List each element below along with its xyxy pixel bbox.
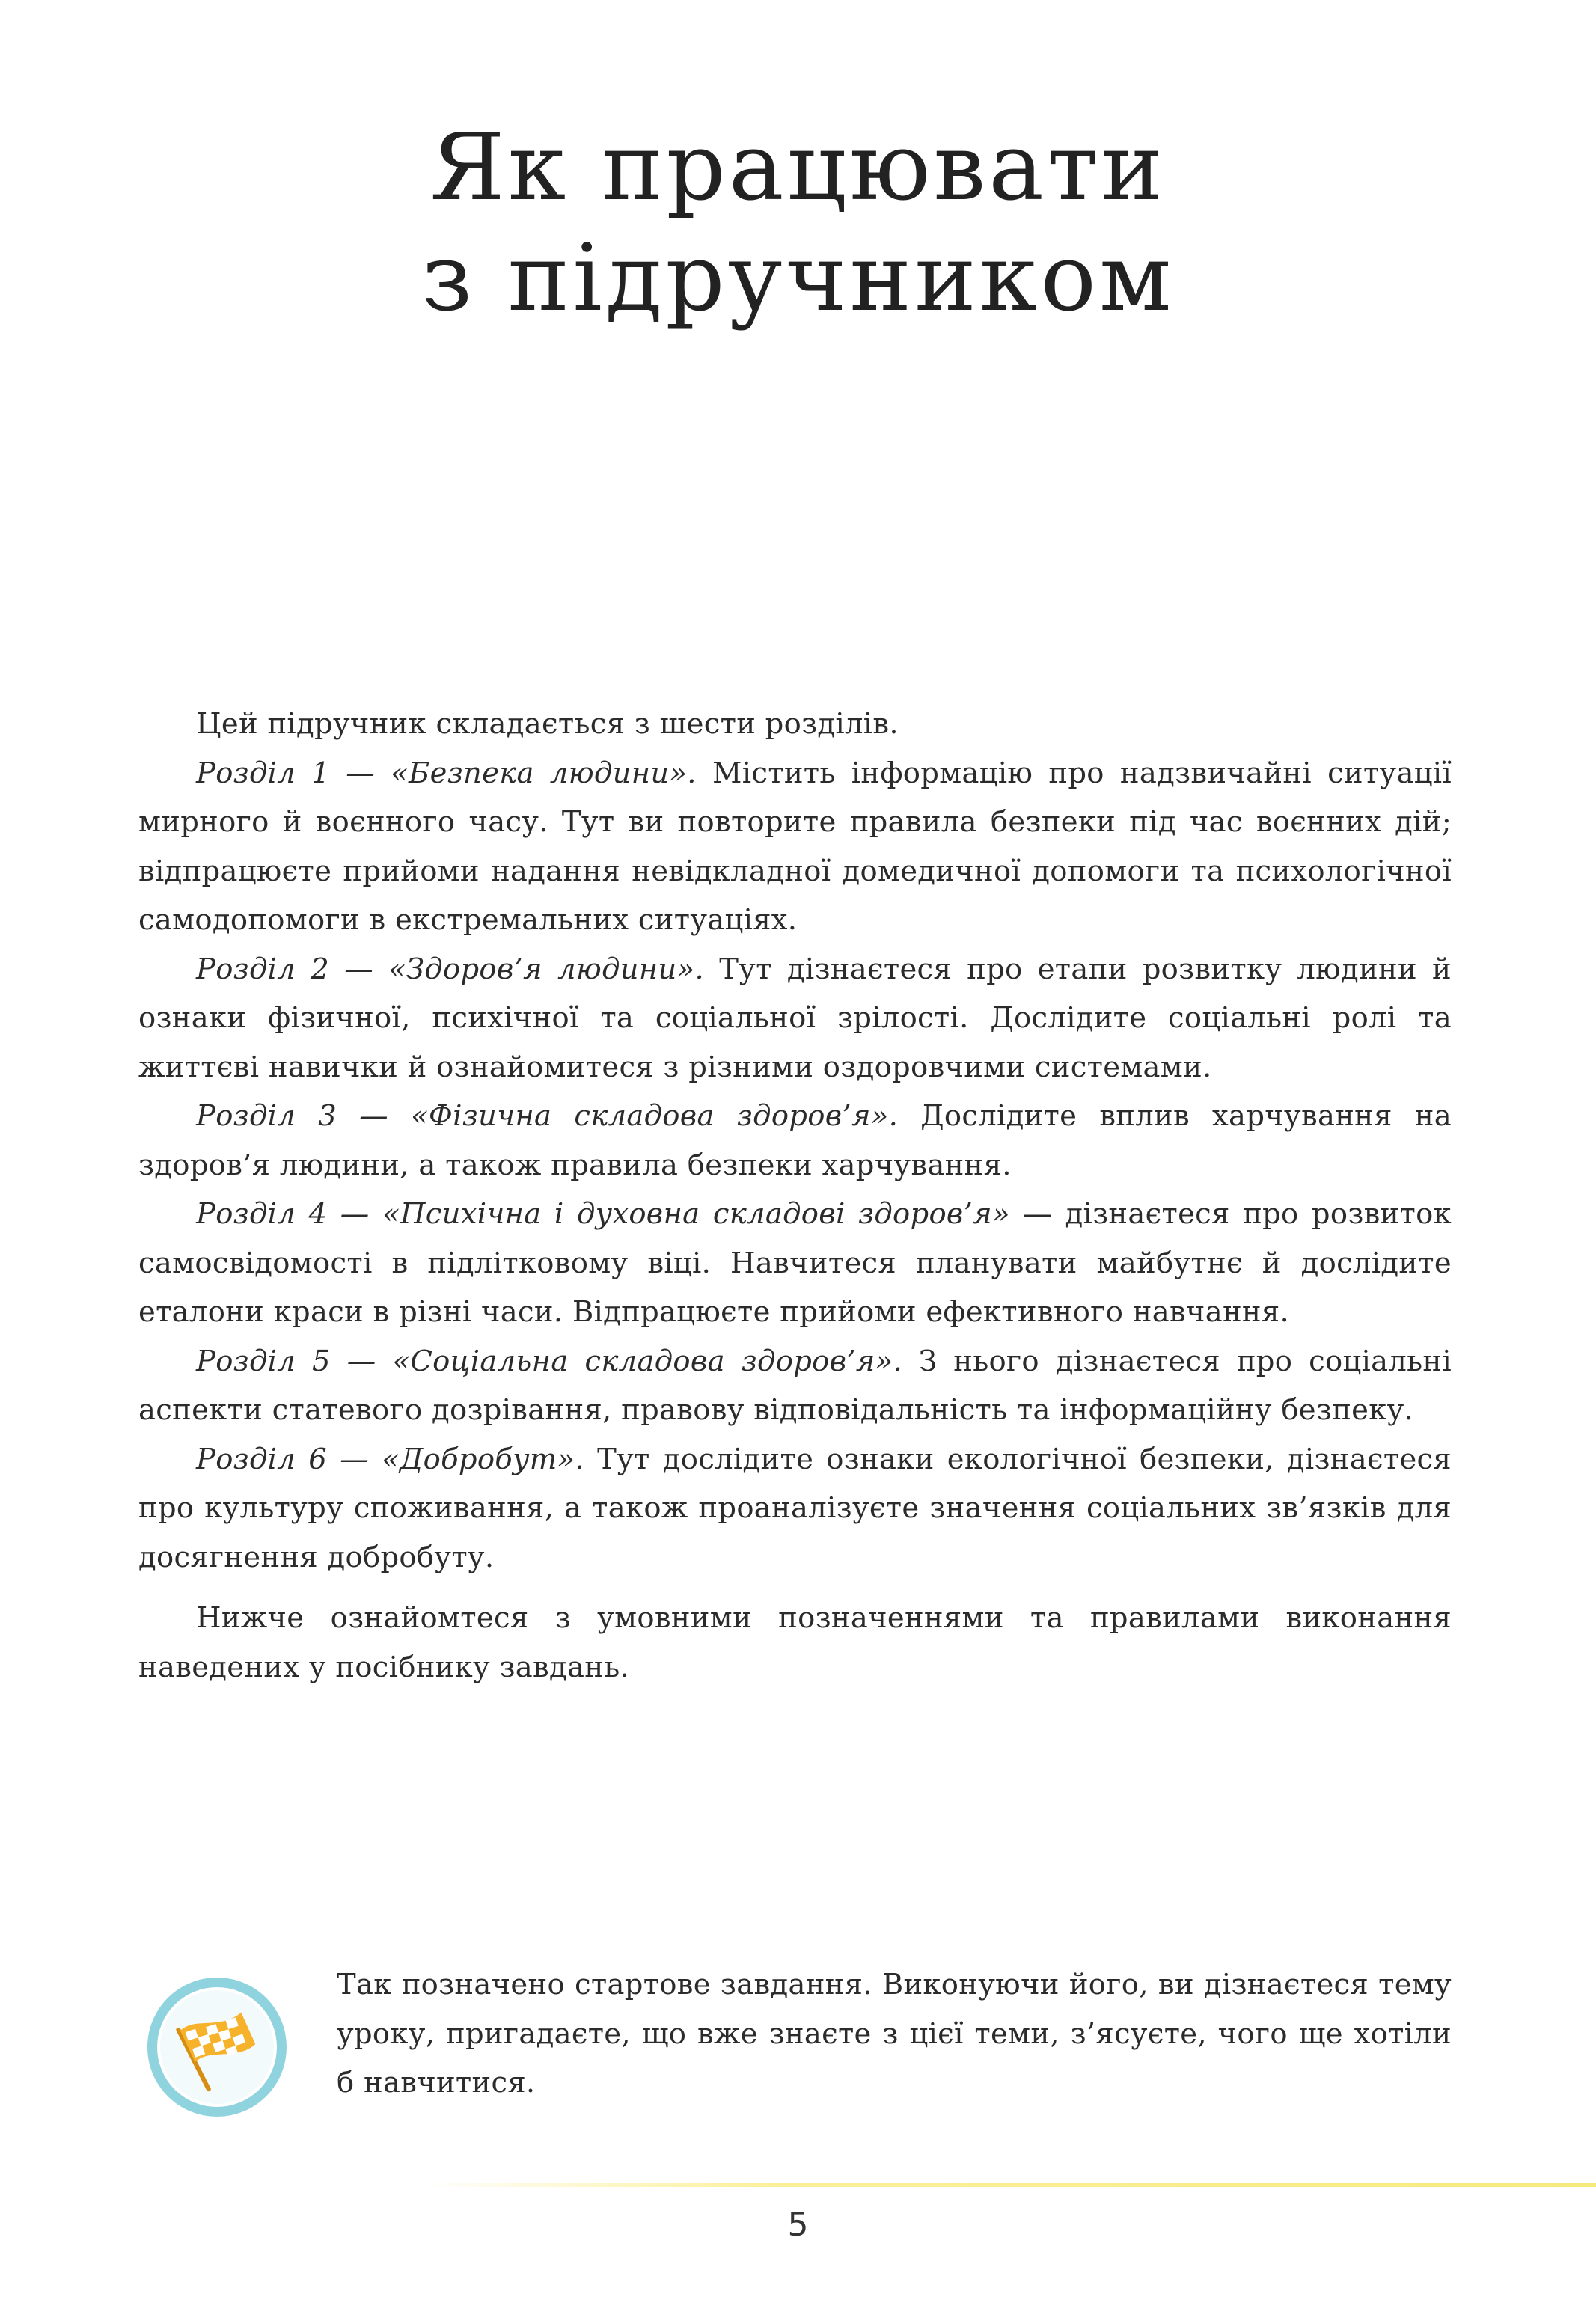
section-6-paragraph	[138, 1435, 1452, 1582]
section-4-label: Розділ 4 — «Психічна і духовна складові здоров’я»	[196, 1197, 1010, 1231]
section-4-paragraph	[138, 1190, 1452, 1337]
body-text	[138, 700, 1452, 1692]
section-2-paragraph	[138, 945, 1452, 1092]
section-2-label: Розділ 2 — «Здоров’я людини».	[196, 952, 705, 986]
outro-paragraph: Нижче ознайомтеся з умовними позначеннями та правилами виконання наведених у посібнику завдань.	[138, 1601, 1452, 1684]
footer-accent-line	[419, 2183, 1596, 2187]
legend-description: Так позначено стартове завдання. Виконуючи його, ви дізнаєтеся тему уроку, пригадаєте, що вже знаєте з цієї теми, з’ясуєте, чого ще хотіли б навчитися.	[337, 1968, 1452, 2099]
page-number: 5	[787, 2206, 809, 2244]
page-title-line-2: з підручником	[421, 224, 1175, 332]
checkered-flag-icon	[142, 1972, 292, 2122]
page-title-line-1: Як працювати	[429, 114, 1167, 221]
section-5-paragraph	[138, 1337, 1452, 1435]
section-1-paragraph	[138, 749, 1452, 945]
page-title	[0, 112, 1596, 334]
section-1-text: Містить інформацію про надзвичайні ситуації мирного й воєнного часу. Тут ви повторите правила безпеки під час воєнних дій; відпрацюєте прийоми надання невідкладної домедичної допомоги та психологічної самодопомоги в екстремальних ситуаціях.	[138, 756, 1452, 937]
section-2-text: Тут дізнаєтеся про етапи розвитку людини й ознаки фізичної, психічної та соціальної зрілості. Дослідите соціальні ролі та життєві навички й ознайомитеся з різними оздоровчими системами.	[138, 952, 1452, 1084]
intro-paragraph: Цей підручник складається з шести розділів.	[196, 707, 899, 741]
section-6-text: Тут дослідите ознаки екологічної безпеки, дізнаєтеся про культуру споживання, а також проаналізуєте значення соціальних зв’язків для досягнення добробуту.	[138, 1442, 1452, 1574]
section-3-paragraph	[138, 1092, 1452, 1190]
section-4-text: — дізнаєтеся про розвиток самосвідомості в підлітковому віці. Навчитеся планувати майбутнє й дослідите еталони краси в різні часи. Відпрацюєте прийоми ефективного навчання.	[138, 1197, 1452, 1329]
section-5-text: З нього дізнаєтеся про соціальні аспекти статевого дозрівання, правову відповідальність та інформаційну безпеку.	[138, 1344, 1452, 1427]
section-3-label: Розділ 3 — «Фізична складова здоров’я».	[196, 1099, 899, 1133]
section-1-label: Розділ 1 — «Безпека людини».	[196, 756, 697, 790]
section-6-label: Розділ 6 — «Добробут».	[196, 1442, 584, 1476]
section-3-text: Дослідите вплив харчування на здоров’я людини, а також правила безпеки харчування.	[138, 1099, 1452, 1182]
section-5-label: Розділ 5 — «Соціальна складова здоров’я».	[196, 1344, 903, 1378]
